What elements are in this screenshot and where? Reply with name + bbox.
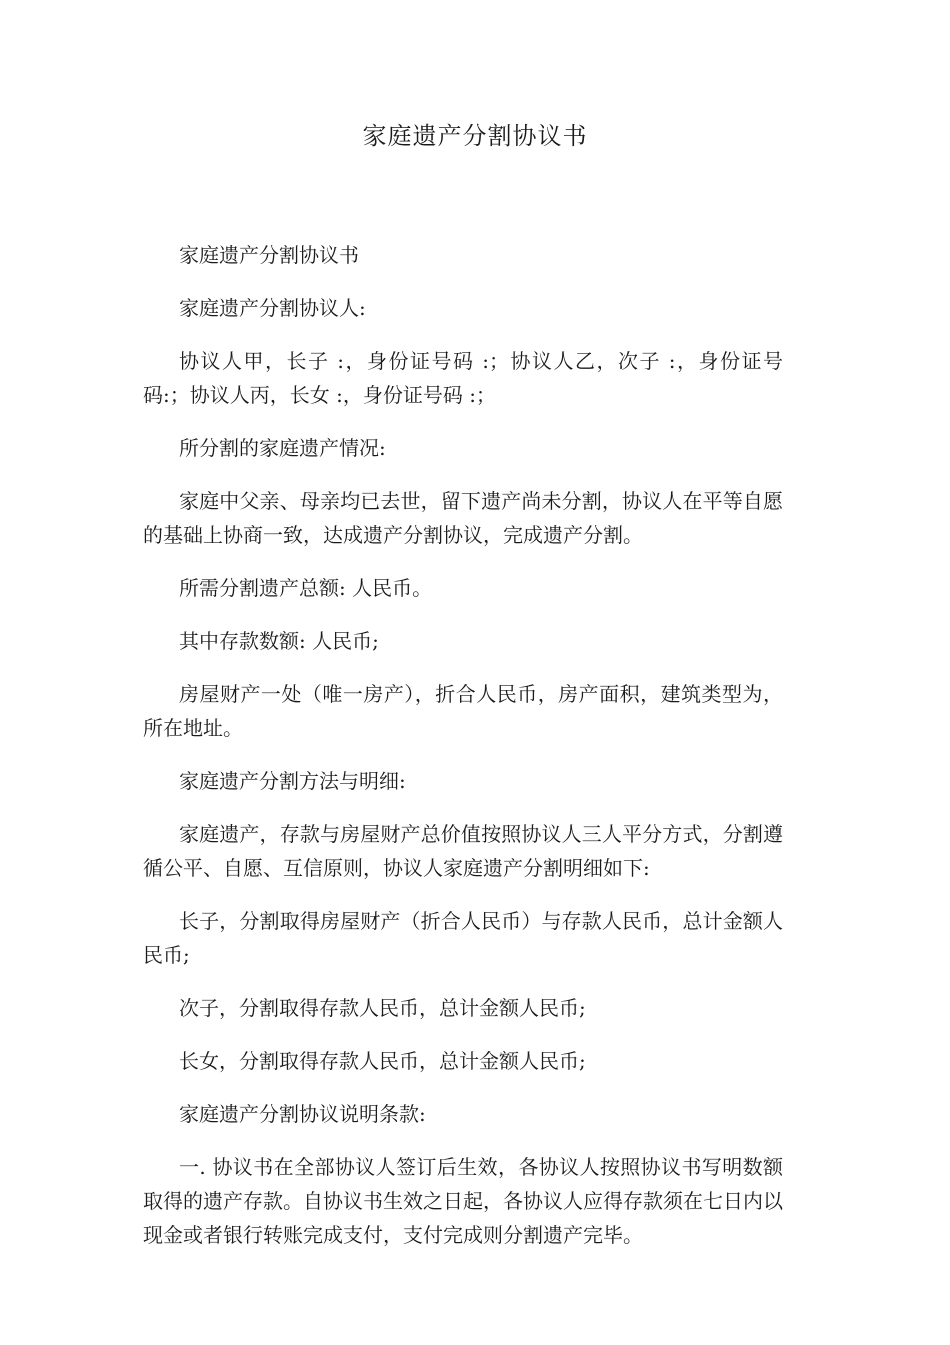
paragraph-estate-label: 所分割的家庭遗产情况: (179, 436, 386, 460)
paragraph-eldest-son: 长子，分割取得房屋财产（折合人民币）与存款人民币，总计金额人民币; (143, 909, 783, 967)
paragraph-method-label: 家庭遗产分割方法与明细: (179, 769, 406, 793)
document-body (143, 238, 783, 1271)
paragraph-term-1: 一. 协议书在全部协议人签订后生效，各协议人按照协议书写明数额取得的遗产存款。自协议书生效之日起，各协议人应得存款须在七日内以现金或者银行转账完成支付，支付完成则分割遗产完毕。 (143, 1155, 783, 1247)
document-title: 家庭遗产分割协议书 (362, 122, 588, 150)
paragraph-eldest-daughter: 长女，分割取得存款人民币，总计金额人民币; (179, 1049, 586, 1073)
paragraph-second-son: 次子，分割取得存款人民币，总计金额人民币; (179, 996, 586, 1020)
paragraph-heading: 家庭遗产分割协议书 (179, 243, 359, 267)
paragraph-total-amount: 所需分割遗产总额: 人民币。 (179, 576, 433, 600)
paragraph-method: 家庭遗产，存款与房屋财产总价值按照协议人三人平分方式，分割遵循公平、自愿、互信原则，协议人家庭遗产分割明细如下: (143, 822, 783, 880)
paragraph-terms-label: 家庭遗产分割协议说明条款: (179, 1102, 426, 1126)
paragraph-deposit-amount: 其中存款数额: 人民币; (179, 629, 379, 653)
paragraph-estate-situation: 家庭中父亲、母亲均已去世，留下遗产尚未分割，协议人在平等自愿的基础上协商一致，达成遗产分割协议，完成遗产分割。 (143, 489, 783, 547)
paragraph-parties: 协议人甲，长子 :，身份证号码 :；协议人乙，次子 :，身份证号码:；协议人丙，长女 :，身份证号码 :； (143, 349, 783, 407)
paragraph-parties-label: 家庭遗产分割协议人: (179, 296, 366, 320)
paragraph-property: 房屋财产一处（唯一房产），折合人民币，房产面积，建筑类型为，所在地址。 (143, 682, 783, 740)
